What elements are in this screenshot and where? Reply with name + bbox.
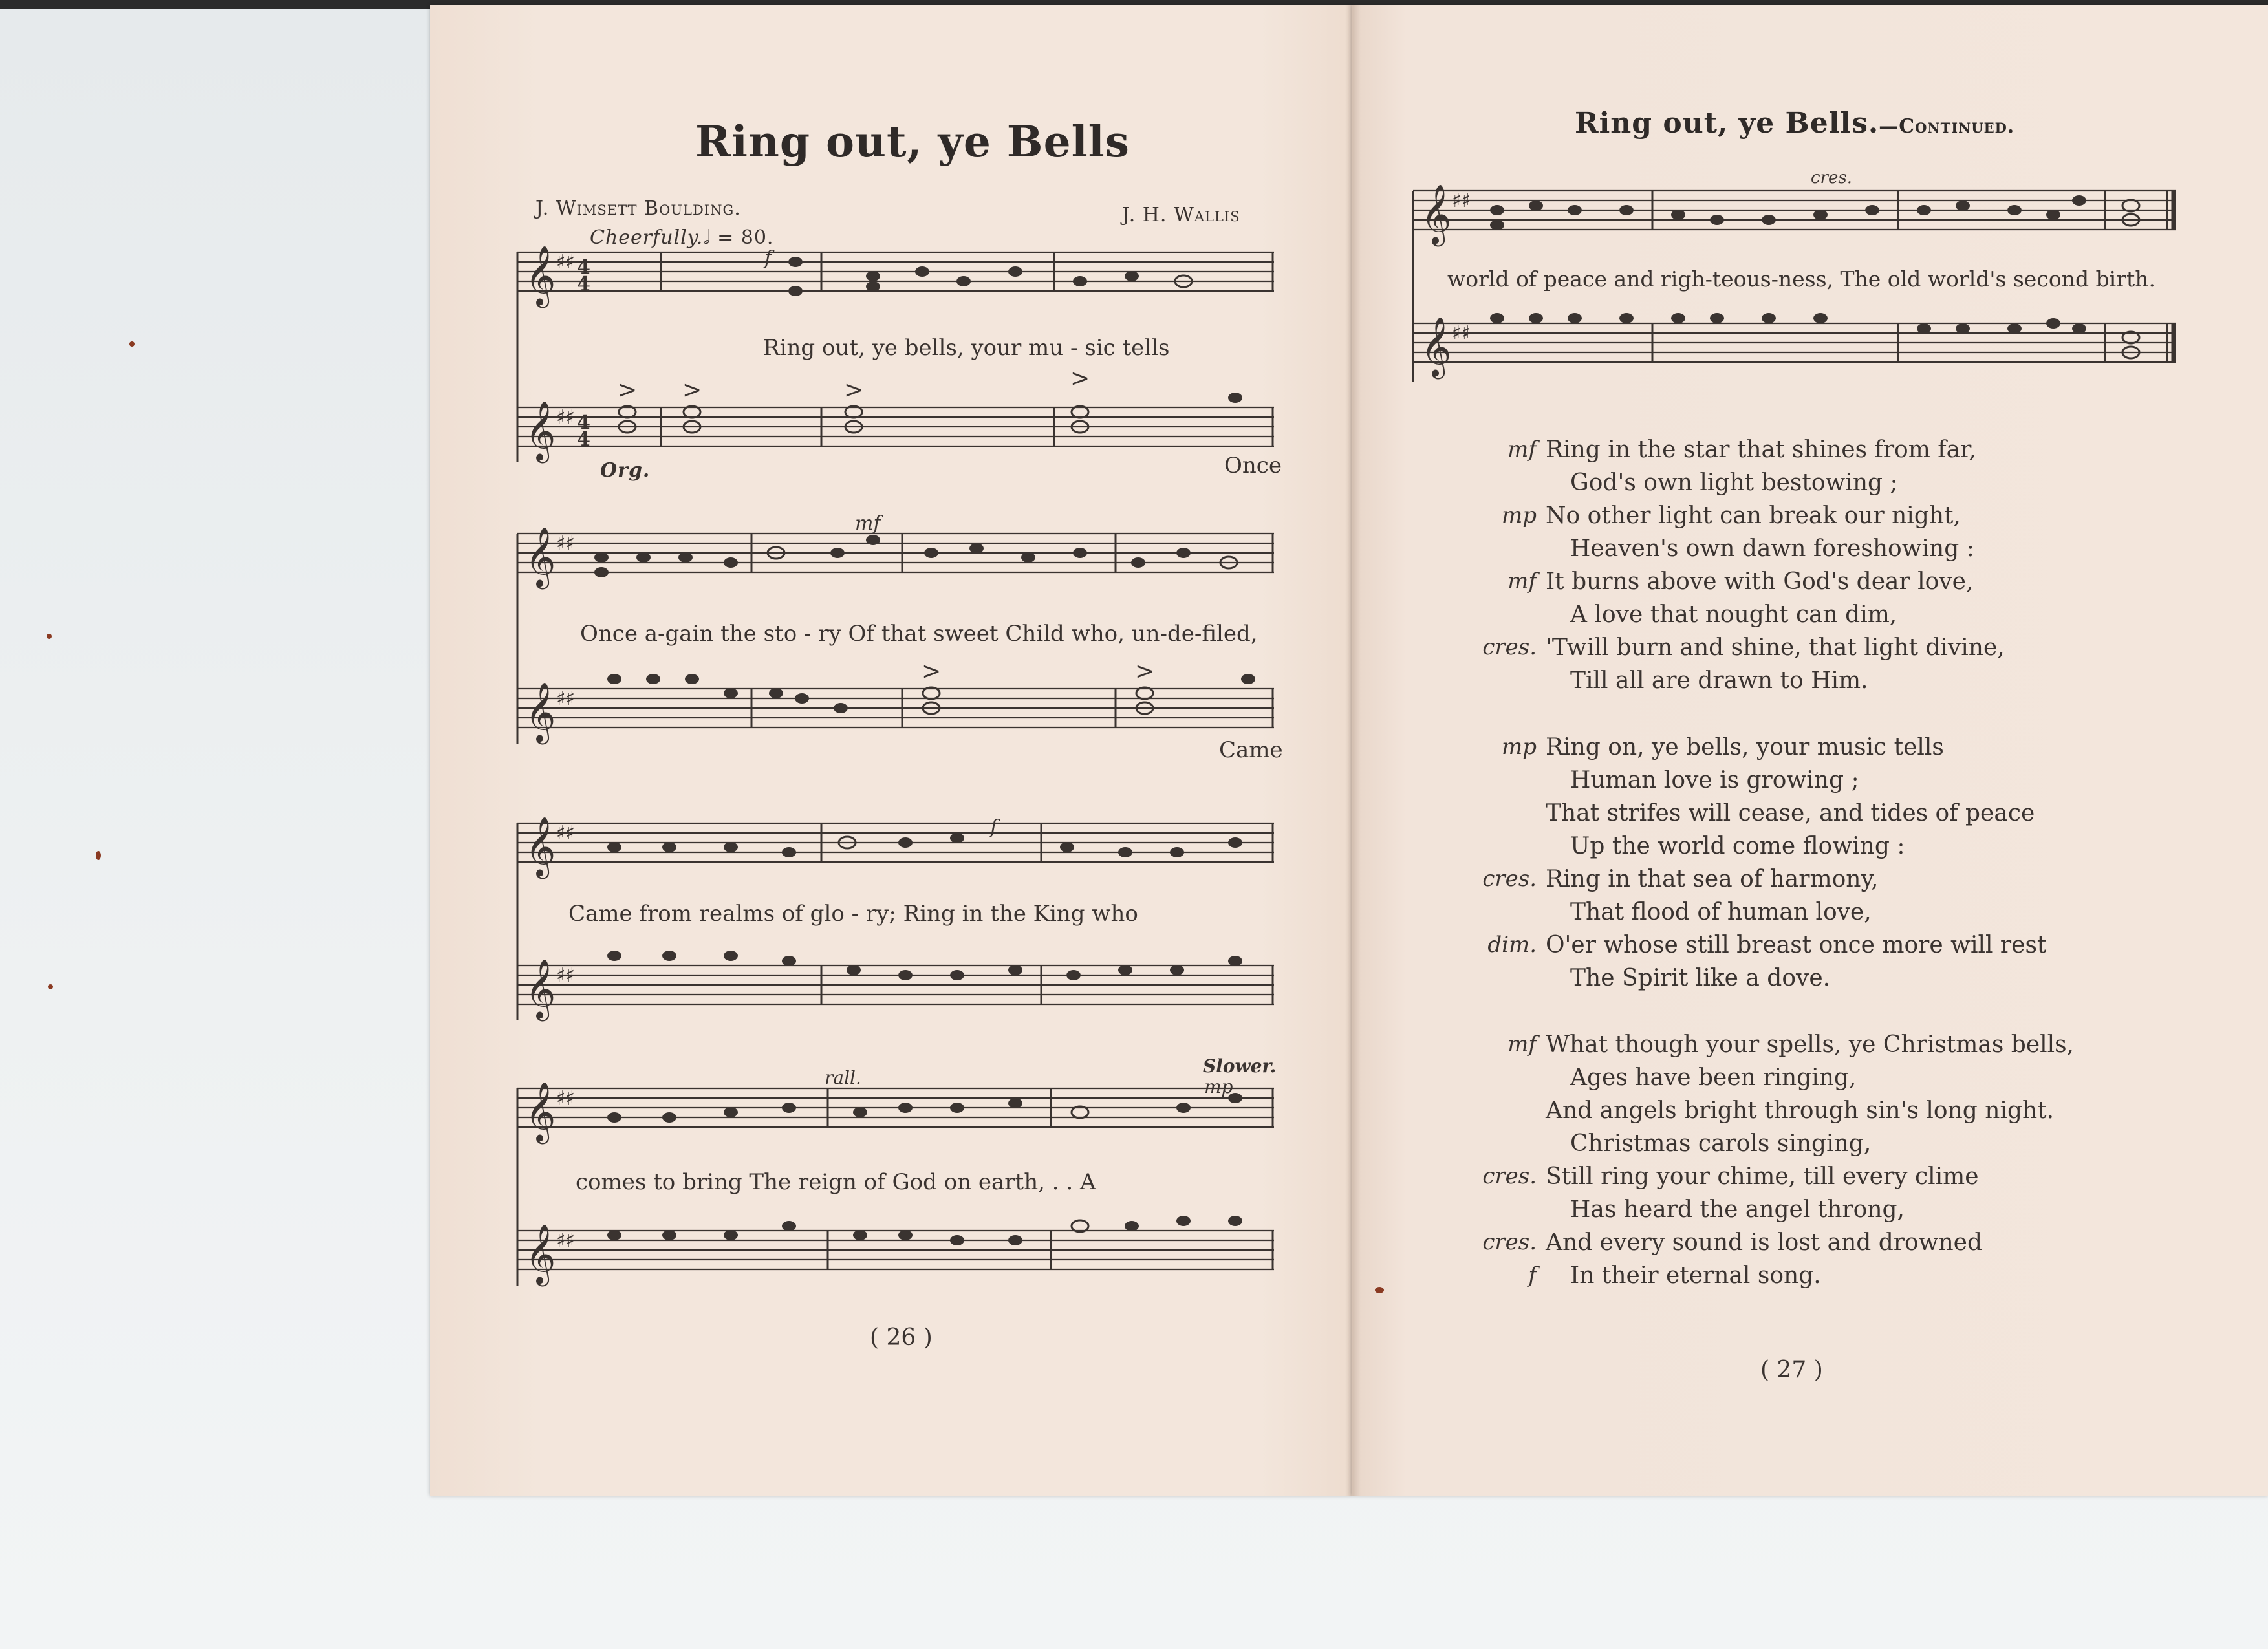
dynamic-mezzopiano-4: mp (1204, 1076, 1233, 1097)
poem-line (1481, 1193, 2244, 1226)
poem-line (1481, 896, 2244, 929)
poem-line (1481, 433, 2244, 466)
dynamic-mark (1481, 1061, 1546, 1094)
treble-staff (517, 245, 1274, 308)
right-page-title-suffix: —Continued. (1879, 115, 2015, 138)
dynamic-mark (1481, 896, 1546, 929)
poem-line (1481, 1160, 2244, 1193)
tempo-marking: Cheerfully. (590, 226, 704, 249)
poem-line (1481, 1259, 2244, 1292)
dynamic-mark: cres. (1482, 1229, 1537, 1255)
svg-text:♯♯: ♯♯ (556, 1087, 576, 1110)
dynamic-mezzoforte-2: mf (855, 512, 881, 535)
poem-line-text: It burns above with God's dear love, (1546, 568, 1974, 595)
metronome-marking: 𝅗𝅥 = 80. (704, 226, 774, 249)
poem-line-text: And angels bright through sin's long night. (1546, 1097, 2055, 1124)
dynamic-mark (1481, 962, 1546, 995)
dynamic-mark (1481, 664, 1546, 697)
poem-line-text: No other light can break our night, (1546, 502, 1961, 529)
svg-text:𝄞: 𝄞 (525, 1081, 556, 1141)
poem-line-text: Ring on, ye bells, your music tells (1546, 734, 1944, 760)
poem-line (1481, 731, 2244, 764)
dynamic-mark: cres. (1482, 866, 1537, 892)
lyrics-line-1: Ring out, ye bells, your mu - sic tells (763, 335, 1170, 361)
dynamic-mark (1481, 830, 1546, 863)
svg-text:>: > (922, 658, 942, 685)
poem-line-text: Has heard the angel throng, (1570, 1196, 1905, 1223)
dynamic-mark: mf (1507, 436, 1537, 462)
svg-text:♯♯: ♯♯ (556, 964, 576, 987)
dynamic-mark (1481, 797, 1546, 830)
dynamic-mark: cres. (1482, 1163, 1537, 1189)
poem-line-text: O'er whose still breast once more will rest (1546, 932, 2047, 958)
composer-credit: J. H. Wallis (1122, 204, 1240, 226)
svg-text:4: 4 (577, 411, 590, 434)
svg-text:♯♯: ♯♯ (556, 822, 576, 845)
poem-line (1481, 863, 2244, 896)
svg-text:♯♯: ♯♯ (556, 1229, 576, 1252)
svg-text:𝄞: 𝄞 (525, 245, 556, 305)
left-page-number: ( 26 ) (870, 1324, 933, 1351)
dynamic-mark: mp (1501, 502, 1537, 528)
dynamic-mark: f (1528, 1262, 1537, 1288)
scan-speck (48, 984, 53, 989)
poem-line (1481, 962, 2244, 995)
poem-line (1481, 565, 2244, 598)
poem-line (1481, 532, 2244, 565)
lyrics-line-4: comes to bring The reign of God on earth, . . A (576, 1169, 1096, 1195)
dynamic-mark (1481, 1193, 1546, 1226)
svg-text:𝄞: 𝄞 (1421, 316, 1452, 376)
dynamic-mark (1481, 598, 1546, 631)
poem-line-text: That flood of human love, (1570, 899, 1872, 925)
svg-text:4: 4 (577, 256, 590, 279)
lyrics-line-continued: world of peace and righ-teous-ness, The old world's second birth. (1447, 266, 2156, 292)
poem-line (1481, 631, 2244, 664)
poem-line (1481, 929, 2244, 962)
dynamic-mark: mf (1507, 1031, 1537, 1057)
poem-line-text: What though your spells, ye Christmas bells, (1546, 1031, 2075, 1058)
cue-word-1: Once (1224, 453, 1282, 479)
poem-line (1481, 499, 2244, 532)
lyricist-credit: J. Wimsett Boulding. (535, 197, 741, 220)
svg-text:♯♯: ♯♯ (1452, 322, 1471, 345)
poem-line (1481, 1028, 2244, 1061)
svg-text:♯♯: ♯♯ (1452, 189, 1471, 212)
svg-text:4: 4 (577, 273, 590, 296)
poem-line (1481, 1094, 2244, 1127)
poem-line (1481, 764, 2244, 797)
svg-text:𝄞: 𝄞 (525, 682, 556, 742)
poem-line-text: Ages have been ringing, (1570, 1064, 1857, 1091)
poem-stanza (1481, 731, 2244, 995)
svg-text:𝄞: 𝄞 (525, 816, 556, 876)
dynamic-mark: mp (1501, 734, 1537, 760)
svg-text:𝄞: 𝄞 (525, 958, 556, 1018)
dynamic-forte-1: f (764, 247, 772, 270)
crescendo-mark: cres. (1811, 168, 1852, 188)
svg-text:♯♯: ♯♯ (556, 406, 576, 429)
svg-text:>: > (1135, 658, 1155, 685)
svg-text:♯♯: ♯♯ (556, 687, 576, 710)
svg-text:♯♯: ♯♯ (556, 532, 576, 555)
svg-text:♯♯: ♯♯ (556, 251, 576, 274)
poem-line (1481, 664, 2244, 697)
svg-text:>: > (618, 377, 638, 404)
poem-line-text: The Spirit like a dove. (1570, 965, 1831, 991)
book-gutter (1345, 5, 1361, 1496)
svg-text:>: > (844, 377, 864, 404)
svg-text:>: > (682, 377, 702, 404)
poem-line (1481, 1226, 2244, 1259)
poem-line-text: Ring in the star that shines from far, (1546, 436, 1976, 463)
poem-line (1481, 1061, 2244, 1094)
dynamic-mark: cres. (1482, 634, 1537, 660)
dynamic-mark: mf (1507, 568, 1537, 594)
poem-line-text: Human love is growing ; (1570, 767, 1859, 793)
scan-speck (96, 851, 101, 860)
poem-line-text: Till all are drawn to Him. (1570, 667, 1868, 694)
svg-text:4: 4 (577, 428, 590, 451)
poem-line-text: In their eternal song. (1570, 1262, 1821, 1289)
poem-line (1481, 797, 2244, 830)
svg-text:𝄞: 𝄞 (525, 1223, 556, 1284)
poem-line-text: Ring in that sea of harmony, (1546, 866, 1879, 892)
dynamic-mark (1481, 1094, 1546, 1127)
poem-stanza (1481, 1028, 2244, 1292)
poem-line-text: Still ring your chime, till every clime (1546, 1163, 1979, 1190)
poem-line (1481, 466, 2244, 499)
poem-line-text: Christmas carols singing, (1570, 1130, 1872, 1157)
poem-line-text: Heaven's own dawn foreshowing : (1570, 535, 1974, 562)
right-page-number: ( 27 ) (1760, 1357, 1823, 1383)
poem-line (1481, 598, 2244, 631)
poem-line-text: 'Twill burn and shine, that light divine, (1546, 634, 2005, 661)
dynamic-forte-3: f (990, 816, 998, 839)
svg-text:𝄞: 𝄞 (525, 526, 556, 587)
lyrics-line-3: Came from realms of glo - ry; Ring in the King who (568, 901, 1138, 927)
cue-word-2: Came (1219, 737, 1283, 763)
poem-line-text: And every sound is lost and drowned (1546, 1229, 1983, 1256)
dynamic-mark (1481, 532, 1546, 565)
slower-mark: Slower. (1203, 1055, 1277, 1077)
poem-line (1481, 1127, 2244, 1160)
scan-speck (47, 634, 52, 639)
right-page-title-text: Ring out, ye Bells. (1575, 107, 1879, 140)
lyrics-line-2: Once a-gain the sto - ry Of that sweet Child who, un-de-filed, (580, 621, 1258, 647)
scan-speck (1375, 1287, 1384, 1293)
poem-line-text: Up the world come flowing : (1570, 833, 1905, 859)
poem-line-text: That strifes will cease, and tides of peace (1546, 800, 2035, 826)
organ-label: Org. (600, 459, 651, 482)
dynamic-mark: dim. (1487, 932, 1537, 958)
poem-stanzas (1481, 433, 2244, 1326)
svg-text:>: > (1070, 365, 1090, 392)
left-page-title: Ring out, ye Bells (695, 116, 1130, 167)
poem-line (1481, 830, 2244, 863)
scan-speck (129, 341, 135, 347)
svg-text:𝄞: 𝄞 (1421, 184, 1452, 244)
rallentando-mark: rall. (825, 1067, 861, 1088)
dynamic-mark (1481, 1127, 1546, 1160)
dynamic-mark (1481, 764, 1546, 797)
poem-line-text: A love that nought can dim, (1570, 601, 1897, 628)
right-page-title (1575, 107, 2014, 140)
poem-line-text: God's own light bestowing ; (1570, 469, 1898, 496)
svg-text:𝄞: 𝄞 (525, 400, 556, 460)
dynamic-mark (1481, 466, 1546, 499)
poem-stanza (1481, 433, 2244, 697)
